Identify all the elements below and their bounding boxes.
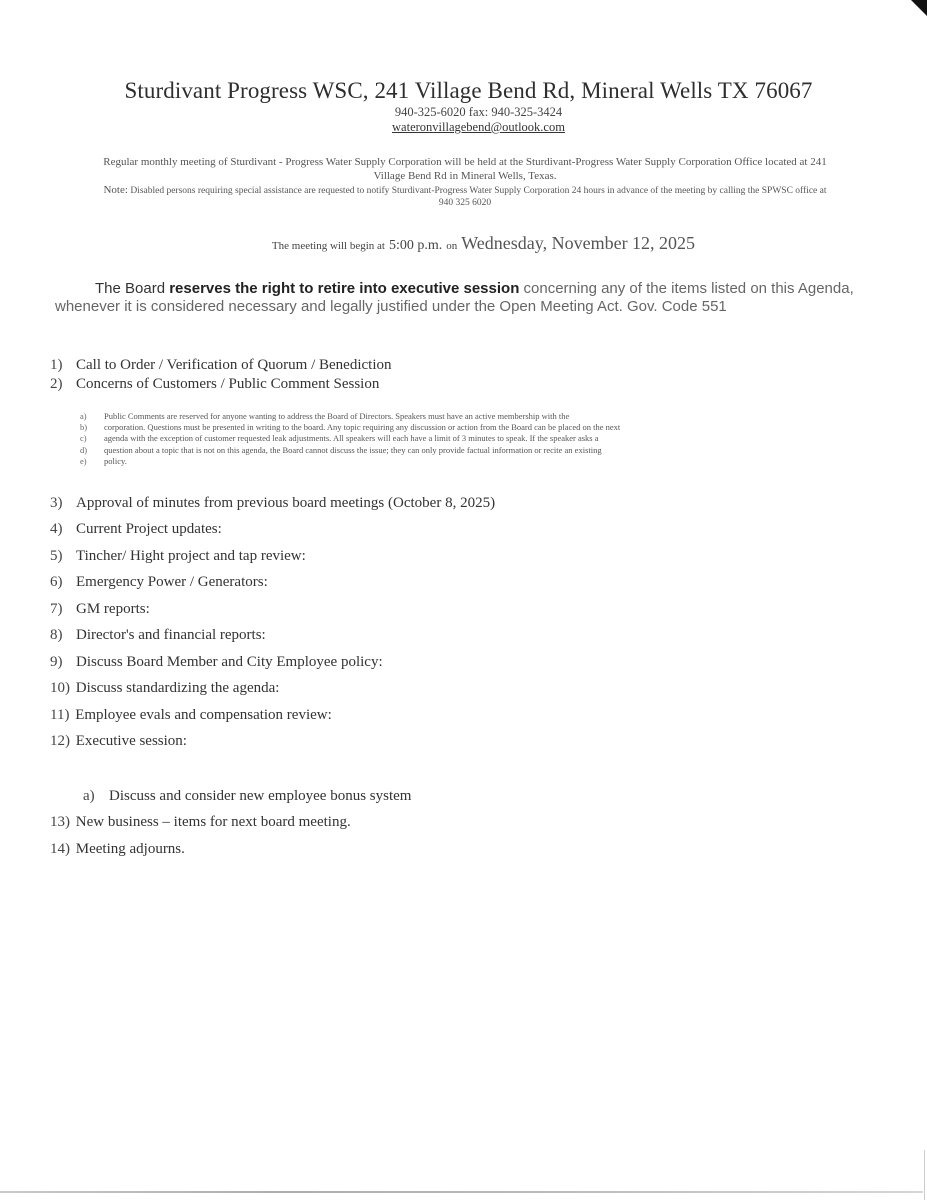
agenda-number: 14) <box>50 841 70 857</box>
agenda-item <box>50 841 185 858</box>
executive-sub-item <box>83 788 411 805</box>
agenda-item <box>50 814 351 831</box>
agenda-item <box>50 376 379 393</box>
agenda-text: New business – items for next board meeting. <box>75 814 351 830</box>
sub-letter: a) <box>83 788 95 804</box>
phone-fax: 940-325-6020 fax: 940-325-3424 <box>394 105 563 119</box>
accessibility-note <box>100 184 830 209</box>
agenda-text: Executive session: <box>75 733 187 749</box>
meeting-time-on: on <box>446 240 458 252</box>
sub-text: agenda with the exception of customer requested leak adjustments. All speakers will each have a limit of 3 minutes to speak. If the speaker asks a <box>104 433 599 444</box>
agenda-text: Meeting adjourns. <box>75 841 185 857</box>
public-comment-rules <box>80 411 840 467</box>
note-label: Note: <box>103 184 128 196</box>
agenda-text: Discuss standardizing the agenda: <box>75 680 280 696</box>
sub-letter: b) <box>80 422 88 433</box>
statement-lead: The Board <box>95 280 166 297</box>
agenda-item <box>50 627 266 644</box>
meeting-time: 5:00 p.m. <box>388 238 443 253</box>
sub-text: Discuss and consider new employee bonus system <box>109 788 412 804</box>
email-link[interactable]: wateronvillagebend@outlook.com <box>392 120 565 134</box>
sub-item <box>80 445 840 456</box>
agenda-number: 5) <box>50 548 63 564</box>
agenda-item <box>50 601 150 618</box>
agenda-item <box>50 521 222 538</box>
sub-item <box>80 456 840 467</box>
agenda-item <box>50 680 279 697</box>
sub-letter: d) <box>80 444 88 455</box>
sub-letter: c) <box>80 433 87 444</box>
sub-text: question about a topic that is not on this agenda, the Board cannot discuss the issue; they can only provide factual information or recite an existing <box>104 444 602 455</box>
statement-bold: reserves the right to retire into executive session <box>169 280 520 297</box>
agenda-number: 9) <box>50 654 63 670</box>
scan-artifact-right-edge <box>924 1150 925 1200</box>
meeting-notice <box>100 155 830 209</box>
sub-item <box>80 422 840 433</box>
agenda-number: 6) <box>50 574 63 590</box>
sub-text: Public Comments are reserved for anyone wanting to address the Board of Directors. Speakers must have an active membership with the <box>104 411 570 421</box>
agenda-number: 7) <box>50 601 63 617</box>
agenda-item <box>50 733 187 750</box>
agenda-item <box>50 357 391 374</box>
note-text: Disabled persons requiring special assistance are requested to notify Sturdivant-Progress Water Supply Corporation 24 hours in advance of the meeting by calling the SPWSC office at 940 325 6020 <box>130 186 827 208</box>
regular-meeting-text: Regular monthly meeting of Sturdivant - Progress Water Supply Corporation will be held at the Sturdivant-Progress Water Supply Corporation Office located at 241 Village Bend Rd in Mineral Wells, Texas. <box>103 156 827 182</box>
agenda-item <box>50 654 383 671</box>
agenda-text: GM reports: <box>76 601 150 617</box>
agenda-text: Director's and financial reports: <box>76 627 266 643</box>
agenda-text: Tincher/ Hight project and tap review: <box>76 548 306 564</box>
sub-text: corporation. Questions must be presented in writing to the board. Any topic requiring any discussion or action from the Board can be placed on the next <box>104 422 621 433</box>
agenda-text: Approval of minutes from previous board meetings (October 8, 2025) <box>76 495 496 511</box>
agenda-number: 11) <box>50 707 70 723</box>
agenda-text: Emergency Power / Generators: <box>76 574 268 590</box>
org-title: Sturdivant Progress WSC, 241 Village Bend Rd, Mineral Wells TX 76067 <box>124 78 813 103</box>
scan-artifact-corner <box>911 0 927 16</box>
agenda-number: 3) <box>50 495 63 511</box>
meeting-date: Wednesday, November 12, 2025 <box>461 233 696 253</box>
agenda-item <box>50 574 268 591</box>
agenda-number: 8) <box>50 627 63 643</box>
agenda-number: 2) <box>50 376 63 392</box>
agenda-text: Discuss Board Member and City Employee policy: <box>76 654 383 670</box>
agenda-text: Current Project updates: <box>76 521 222 537</box>
sub-text: policy. <box>104 455 127 466</box>
sub-letter: e) <box>80 455 87 466</box>
sub-letter: a) <box>80 411 87 421</box>
agenda-item <box>50 495 495 512</box>
agenda-text: Concerns of Customers / Public Comment Session <box>76 376 380 392</box>
statement-rest: concerning any of the items listed on this Agenda, whenever it is considered necessary and legally justified under the Open Meeting Act. Gov. Code 551 <box>55 280 854 315</box>
agenda-number: 10) <box>50 680 70 696</box>
agenda-item <box>50 548 306 565</box>
agenda-item <box>50 707 332 724</box>
executive-session-statement <box>55 280 875 316</box>
agenda-number: 12) <box>50 733 70 749</box>
agenda-number: 1) <box>50 357 63 373</box>
scan-artifact-bottom-line <box>0 1191 923 1193</box>
meeting-time-prefix: The meeting will begin at <box>271 240 385 252</box>
agenda-number: 4) <box>50 521 63 537</box>
letterhead <box>0 78 927 135</box>
sub-item <box>80 411 840 422</box>
meeting-time-line <box>20 233 927 254</box>
agenda-number: 13) <box>50 814 70 830</box>
sub-item <box>80 433 840 444</box>
agenda-text: Call to Order / Verification of Quorum / Benediction <box>76 357 392 373</box>
agenda-text: Employee evals and compensation review: <box>75 707 332 723</box>
